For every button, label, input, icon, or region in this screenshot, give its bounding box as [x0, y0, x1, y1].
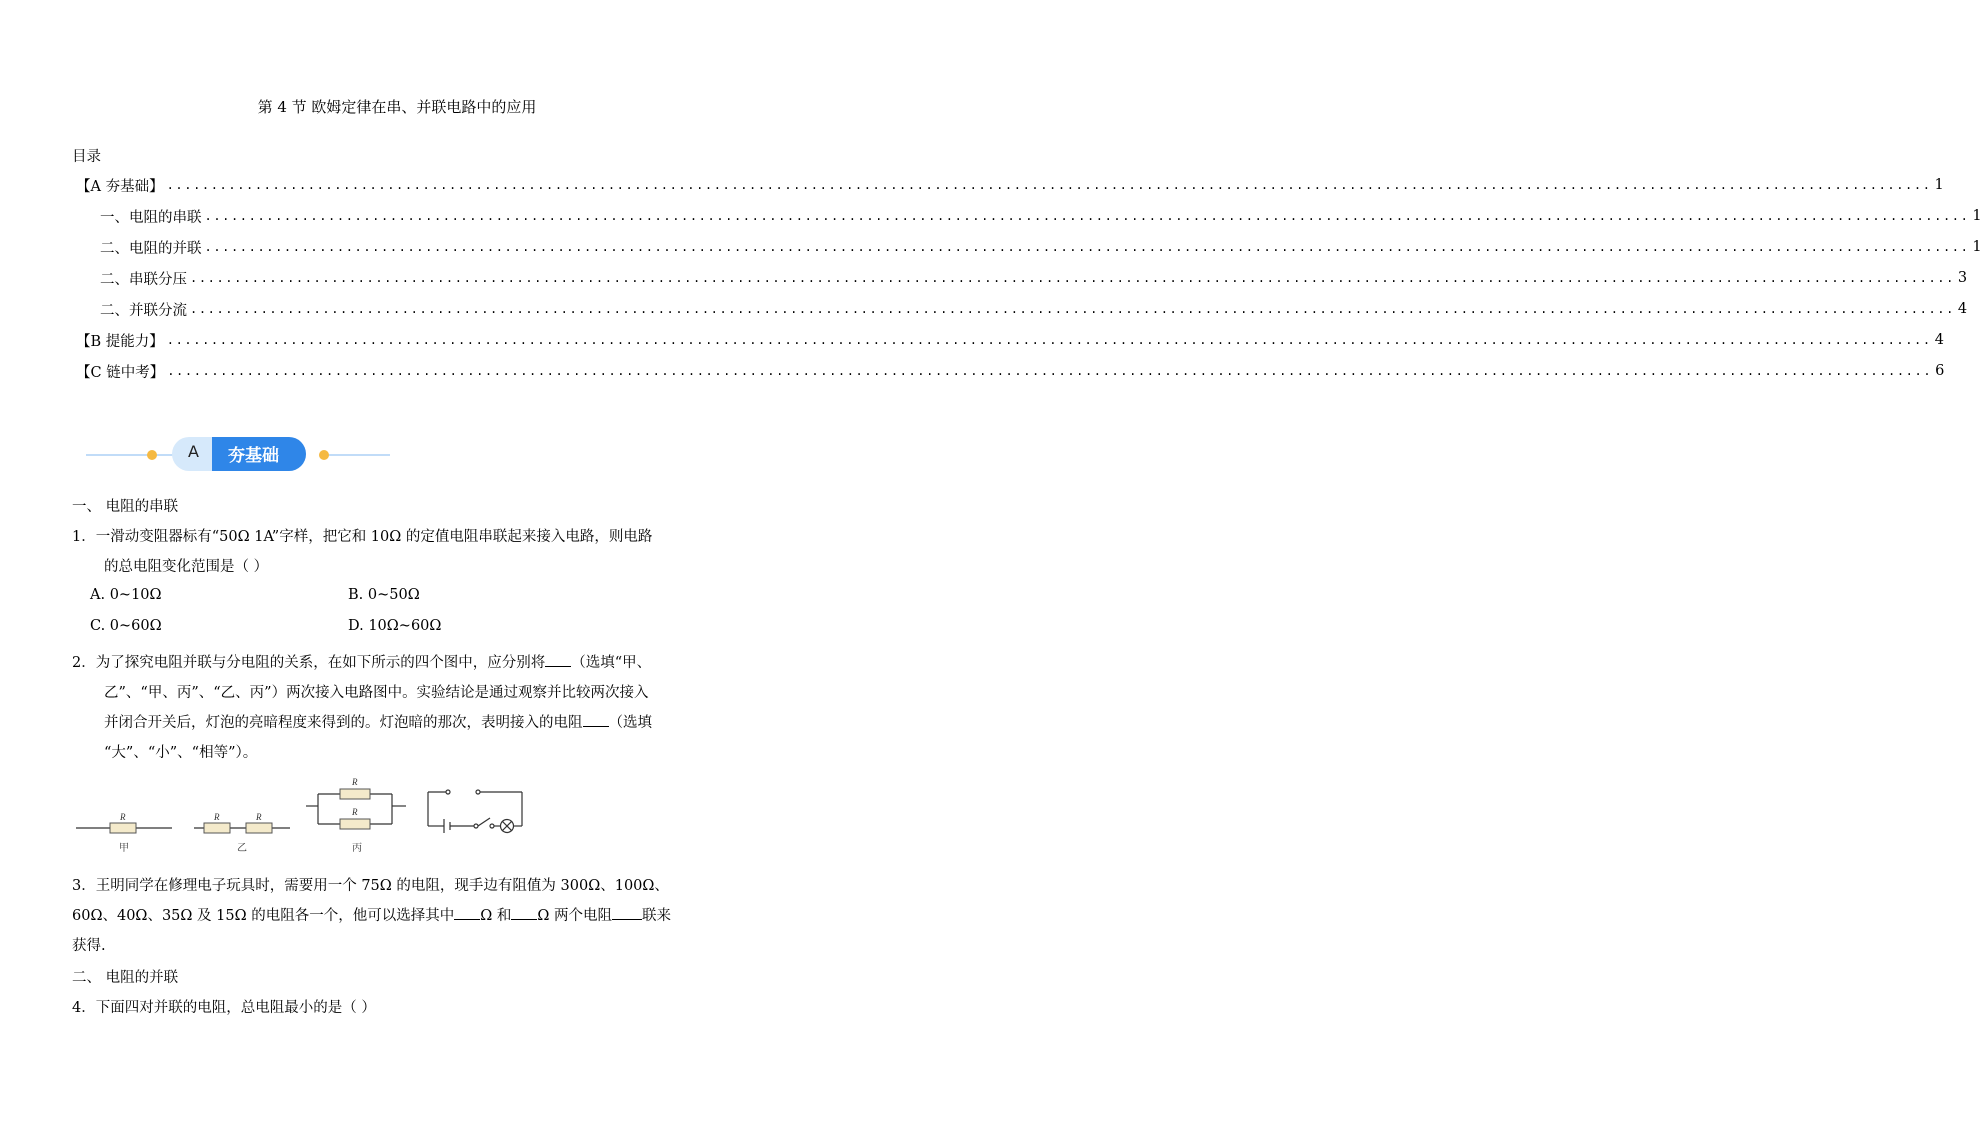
toc-leader-dots: ........................................................................................................................................................................................................	[167, 364, 1933, 378]
answer-blank	[545, 652, 571, 667]
toc-item-label: 【C 链中考】	[76, 364, 165, 381]
toc-item[interactable]	[76, 329, 1944, 351]
banner-left-dot	[147, 450, 157, 460]
toc-leader-dots: ........................................................................................................................................................................................................	[190, 271, 1955, 285]
toc-item[interactable]	[76, 360, 1945, 382]
toc-item-label: 【A 夯基础】	[76, 178, 164, 195]
figure-bing	[306, 777, 406, 854]
question-2-text-b: （选填“甲、	[571, 655, 652, 671]
figure-bing-resistor-label-1: R	[352, 777, 358, 787]
question-2-line-1	[72, 651, 651, 672]
figure-bing-resistor-label-2: R	[352, 807, 358, 817]
section-heading-parallel: 二、 电阻的并联	[72, 970, 179, 986]
question-2-text-d: （选填	[608, 715, 652, 731]
question-1-line-1: 1．一滑动变阻器标有“50Ω 1A”字样，把它和 10Ω 的定值电阻串联起来接入电路，则电路	[72, 529, 653, 545]
answer-blank	[511, 905, 537, 920]
toc-item-page: 1	[1972, 208, 1982, 224]
toc-item-label: 【B 提能力】	[76, 333, 164, 350]
toc-item-page: 1	[1934, 177, 1944, 193]
toc-leader-dots: ........................................................................................................................................................................................................	[190, 302, 1955, 316]
figure-yi-resistor-label-2: R	[256, 812, 262, 822]
answer-blank	[612, 905, 642, 920]
toc-leader-dots: ........................................................................................................................................................................................................	[204, 209, 1970, 223]
figure-test-circuit	[428, 790, 522, 833]
page-title: 第 4 节 欧姆定律在串、并联电路中的应用	[257, 98, 537, 116]
figure-yi-resistor-label-1: R	[214, 812, 220, 822]
toc-item-page: 4	[1957, 301, 1968, 317]
question-1-line-2: 的总电阻变化范围是（ ）	[104, 559, 269, 575]
question-2-line-3	[104, 711, 652, 732]
question-1-option-c: C. 0~60Ω	[90, 618, 162, 634]
figure-jia-resistor-label: R	[120, 812, 126, 822]
toc-item-label: 一、电阻的串联	[100, 209, 202, 226]
question-3-text-d: 联来	[642, 908, 671, 924]
toc-item[interactable]	[76, 174, 1944, 196]
question-3-line-1: 3．王明同学在修理电子玩具时，需要用一个 75Ω 的电阻，现手边有阻值为 300Ω、100Ω、	[72, 878, 669, 894]
toc-item-label: 二、并联分流	[100, 302, 187, 319]
figure-jia-caption: 甲	[119, 843, 129, 854]
toc-leader-dots: ........................................................................................................................................................................................................	[166, 178, 1932, 192]
circuit-figures	[70, 772, 540, 862]
toc-item[interactable]	[100, 298, 1968, 320]
figure-yi-caption: 乙	[237, 843, 247, 854]
question-3-line-3: 获得.	[72, 938, 106, 954]
question-3-text-a: 60Ω、40Ω、35Ω 及 15Ω 的电阻各一个，他可以选择其中	[72, 908, 455, 924]
question-2-text-a: 2．为了探究电阻并联与分电阻的关系，在如下所示的四个图中，应分别将	[72, 655, 546, 671]
toc-item[interactable]	[100, 205, 1982, 227]
answer-blank	[454, 905, 480, 920]
question-1-option-d: D. 10Ω~60Ω	[348, 618, 442, 634]
question-3-text-b: Ω 和	[480, 908, 512, 924]
question-3-line-2	[72, 904, 671, 925]
section-heading-series: 一、 电阻的串联	[72, 499, 179, 515]
toc-item-page: 6	[1935, 363, 1945, 379]
question-4: 4．下面四对并联的电阻，总电阻最小的是（ ）	[72, 1000, 376, 1016]
toc-item[interactable]	[100, 236, 1982, 258]
answer-blank	[583, 712, 609, 727]
figure-yi	[194, 812, 290, 854]
question-3-text-c: Ω 两个电阻	[537, 908, 612, 924]
banner-text: 夯基础	[228, 446, 279, 466]
toc-item-page: 4	[1934, 332, 1944, 348]
figure-bing-caption: 丙	[352, 843, 362, 854]
banner-right-dot	[319, 450, 329, 460]
banner-letter: A	[188, 442, 199, 461]
toc-item[interactable]	[100, 267, 1968, 289]
question-2-text-c: 并闭合开关后，灯泡的亮暗程度来得到的。灯泡暗的那次，表明接入的电阻	[104, 715, 583, 731]
question-1-option-a: A. 0~10Ω	[90, 587, 162, 603]
toc-heading: 目录	[72, 149, 101, 165]
question-2-line-4: “大”、“小”、“相等”）。	[104, 745, 258, 761]
toc-item-label: 二、电阻的并联	[100, 240, 202, 257]
question-1-option-b: B. 0~50Ω	[348, 587, 420, 603]
toc-item-label: 二、串联分压	[100, 271, 187, 288]
toc-leader-dots: ........................................................................................................................................................................................................	[166, 333, 1932, 347]
figure-jia	[76, 812, 172, 854]
question-2-line-2: 乙”、“甲、丙”、“乙、丙”）两次接入电路图中。实验结论是通过观察并比较两次接入	[104, 685, 649, 701]
toc-leader-dots: ........................................................................................................................................................................................................	[204, 240, 1970, 254]
toc-item-page: 1	[1972, 239, 1982, 255]
toc-item-page: 3	[1957, 270, 1968, 286]
